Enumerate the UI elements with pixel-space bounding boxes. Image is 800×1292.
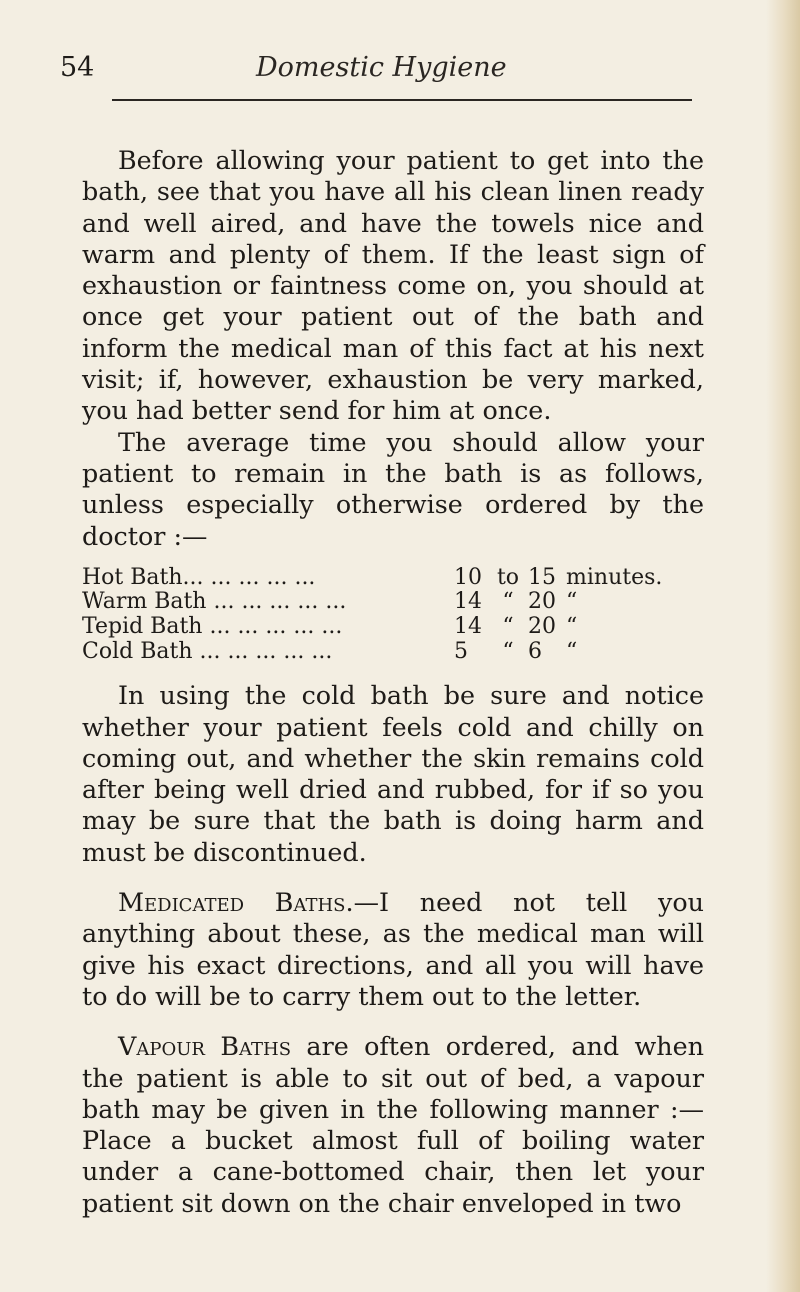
medicated-baths-text: —I need not tell you anything about these, as the medical man will give his exact directions, and all you will have to do will be to carry them out to the letter.: [82, 887, 704, 1011]
time-unit: “: [566, 589, 578, 615]
page-header: [0, 52, 800, 102]
page-number: 54: [60, 52, 95, 83]
paragraph-cold-bath: In using the cold bath be sure and notice whether your patient feels cold and chilly on coming out, and whether the skin remains cold after being well dried and rubbed, for if so you may be sure that the bath is doing harm and must be discontinued.: [82, 680, 704, 867]
time-unit: minutes.: [566, 564, 663, 590]
time-max: 20: [528, 589, 556, 615]
time-min: 14: [454, 589, 482, 615]
body-text: [82, 145, 704, 1219]
running-title: Domestic Hygiene: [256, 52, 507, 83]
bath-times-table: [82, 566, 662, 664]
time-min: 5: [454, 638, 468, 664]
paragraph-vapour-baths: [82, 1031, 704, 1219]
time-separator: “: [502, 589, 514, 615]
time-separator: “: [502, 614, 514, 640]
time-min: 14: [454, 614, 482, 640]
paragraph-medicated-baths: [82, 887, 704, 1012]
time-max: 20: [528, 614, 556, 640]
header-rule: [112, 99, 692, 101]
time-max: 15: [528, 564, 556, 590]
section-heading-medicated-baths: Medicated Baths.: [118, 887, 354, 918]
time-separator: “: [502, 638, 514, 664]
table-row: [82, 640, 662, 665]
table-row: [82, 590, 662, 615]
page-edge-shadow: [766, 0, 800, 1292]
vapour-baths-text: are often ordered, and when the patient is able to sit out of bed, a vapour bath may be given in the following manner :— Place a bucket almost full of boiling water under a cane-bottomed chair, then let your patient sit down on the chair enveloped in two: [82, 1031, 704, 1218]
bath-name: Tepid Bath ... ... ... ... ...: [82, 614, 343, 640]
paragraph-average-time: The average time you should allow your patient to remain in the bath is as follows, unless especially otherwise ordered by the doctor :—: [82, 426, 704, 551]
bath-name: Hot Bath... ... ... ... ...: [82, 564, 316, 590]
bath-name: Warm Bath ... ... ... ... ...: [82, 589, 347, 615]
time-unit: “: [566, 638, 578, 664]
paragraph-linen: Before allowing your patient to get into the bath, see that you have all his clean linen ready and well aired, and have the towels nice and warm and plenty of them. If the least sign of exhaustion or faintness come on, you should at once get your patient out of the bath and inform the medical man of this fact at his next visit; if, however, exhaustion be very marked, you had better send for him at once.: [82, 145, 704, 426]
time-separator: to: [496, 564, 520, 590]
time-unit: “: [566, 614, 578, 640]
time-min: 10: [454, 564, 482, 590]
bath-name: Cold Bath ... ... ... ... ...: [82, 638, 333, 664]
section-heading-vapour-baths: Vapour Baths: [118, 1031, 292, 1062]
table-row: [82, 566, 662, 591]
time-max: 6: [528, 638, 542, 664]
table-row: [82, 615, 662, 640]
